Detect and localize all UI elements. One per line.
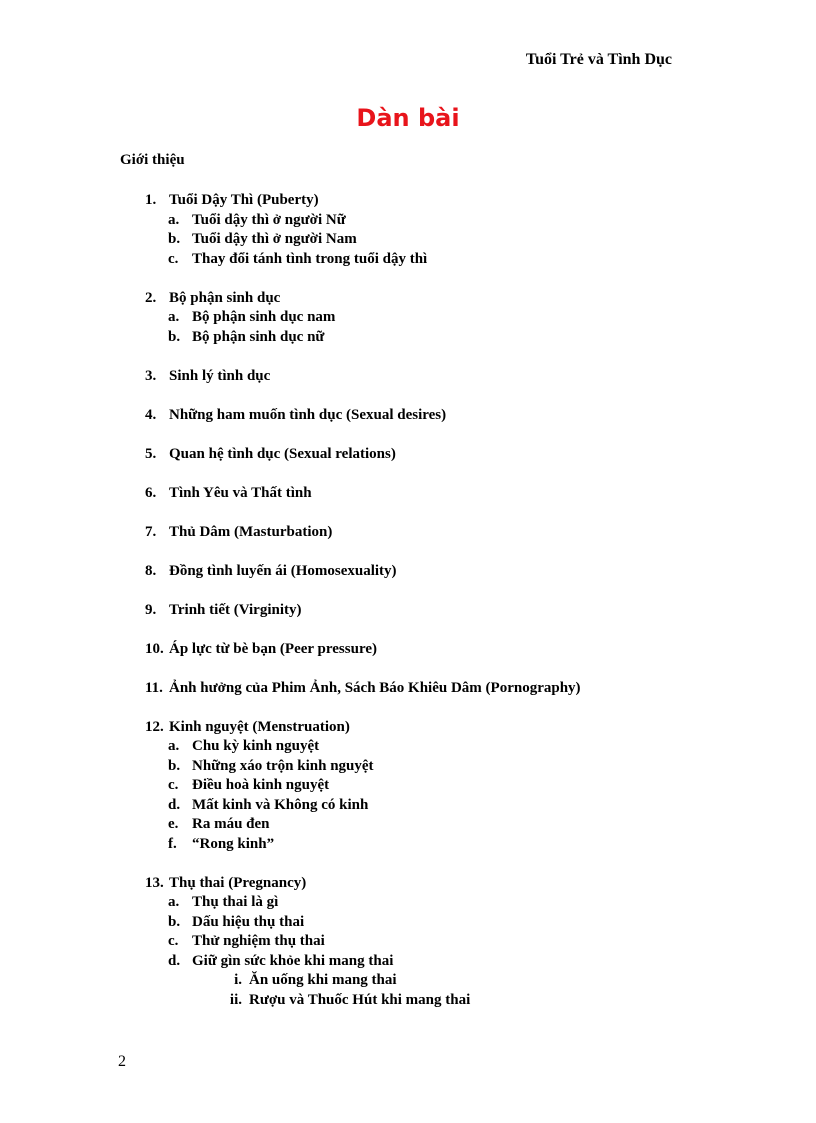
page-title: Dàn bài [356,104,460,132]
item-label: Đồng tình luyến ái (Homosexuality) [169,562,397,579]
item-label: Tình Yêu và Thất tình [169,484,312,501]
outline-item [145,523,705,543]
sub-item [145,211,705,231]
item-number: 4. [145,406,157,423]
sub-item [145,952,705,972]
sub-sub-item-label: Rượu và Thuốc Hút khi mang thai [249,991,471,1008]
sub-item-label: Những xáo trộn kinh nguyệt [192,757,374,774]
sub-item [145,913,705,933]
item-number: 2. [145,289,157,306]
item-label: Bộ phận sinh dục [169,289,281,306]
item-number: 10. [145,640,164,657]
sub-item-marker: c. [168,250,179,267]
outline-item [145,640,705,660]
item-number: 7. [145,523,157,540]
sub-item-label: Giữ gìn sức khỏe khi mang thai [192,952,394,969]
sub-item-label: Thay đổi tánh tình trong tuổi dậy thì [192,250,428,267]
sub-item-label: Tuổi dậy thì ở người Nữ [192,211,346,228]
item-label: Áp lực từ bè bạn (Peer pressure) [169,640,377,657]
outline-item [145,874,705,1011]
sub-item-label: Thử nghiệm thụ thai [192,933,325,949]
sub-item-label: Ra máu đen [192,816,270,832]
sub-item [145,250,705,270]
sub-item-marker: d. [168,952,181,969]
outline-item [145,679,705,699]
sub-item-marker: a. [168,309,180,325]
sub-item-marker: a. [168,738,180,754]
outline-item [145,406,705,426]
item-label: Tuổi Dậy Thì (Puberty) [169,192,319,208]
sub-item [145,815,705,835]
sub-item [145,932,705,952]
outline-list [145,191,705,1030]
sub-sub-item-label: Ăn uống khi mang thai [249,972,397,988]
item-number: 12. [145,718,164,735]
sub-item-marker: e. [168,816,179,832]
sub-sub-item [145,971,705,991]
sub-item-label: Dấu hiệu thụ thai [192,913,305,930]
item-label: Những ham muốn tình dục (Sexual desires) [169,406,447,423]
sub-item-label: Chu kỳ kinh nguyệt [192,738,320,754]
sub-item-marker: c. [168,777,179,793]
sub-item [145,328,705,348]
sub-item [145,776,705,796]
sub-item [145,796,705,816]
outline-item [145,601,705,621]
outline-item [145,367,705,387]
item-number: 3. [145,367,157,384]
sub-item-label: “Rong kinh” [192,835,275,852]
item-label: Thủ Dâm (Masturbation) [169,523,333,540]
intro-heading: Giới thiệu [120,152,185,168]
sub-item [145,737,705,757]
sub-item [145,835,705,855]
sub-item-label: Thụ thai là gì [192,894,279,910]
sub-item-marker: a. [168,211,180,228]
item-number: 8. [145,562,157,579]
sub-item-marker: b. [168,913,181,930]
page-number: 2 [118,1053,126,1070]
sub-item-label: Bộ phận sinh dục nam [192,309,336,325]
sub-item-label: Bộ phận sinh dục nữ [192,328,325,345]
item-number: 6. [145,484,157,501]
sub-item-marker: d. [168,796,181,813]
sub-item-marker: c. [168,933,179,949]
sub-item-label: Mất kinh và Không có kinh [192,796,369,813]
sub-sub-item-marker: i. [234,972,242,988]
sub-item-marker: b. [168,328,181,345]
sub-item [145,230,705,250]
sub-item-label: Điều hoà kinh nguyệt [192,777,330,793]
outline-item [145,562,705,582]
outline-item [145,191,705,269]
sub-item [145,893,705,913]
sub-item-marker: a. [168,894,180,910]
item-label: Thụ thai (Pregnancy) [169,874,307,891]
sub-item-marker: f. [168,835,177,852]
running-header: Tuổi Trẻ và Tình Dục [525,51,672,68]
sub-item [145,757,705,777]
outline-item [145,289,705,348]
item-label: Ảnh hưởng của Phim Ảnh, Sách Báo Khiêu Dâm (Pornography) [169,679,581,696]
item-number: 9. [145,601,157,618]
item-label: Trinh tiết (Virginity) [169,601,302,618]
outline-item [145,445,705,465]
sub-item-marker: b. [168,757,181,774]
item-number: 5. [145,445,157,462]
sub-sub-item-marker: ii. [229,991,242,1008]
item-label: Sinh lý tình dục [169,367,271,384]
sub-sub-item [145,991,705,1011]
outline-item [145,484,705,504]
sub-item [145,308,705,328]
sub-item-label: Tuổi dậy thì ở người Nam [192,231,357,247]
outline-item [145,718,705,855]
item-label: Kinh nguyệt (Menstruation) [169,718,350,735]
item-number: 1. [145,192,157,208]
item-number: 11. [145,679,163,696]
sub-item-marker: b. [168,231,181,247]
item-number: 13. [145,874,164,891]
item-label: Quan hệ tình dục (Sexual relations) [169,445,396,462]
